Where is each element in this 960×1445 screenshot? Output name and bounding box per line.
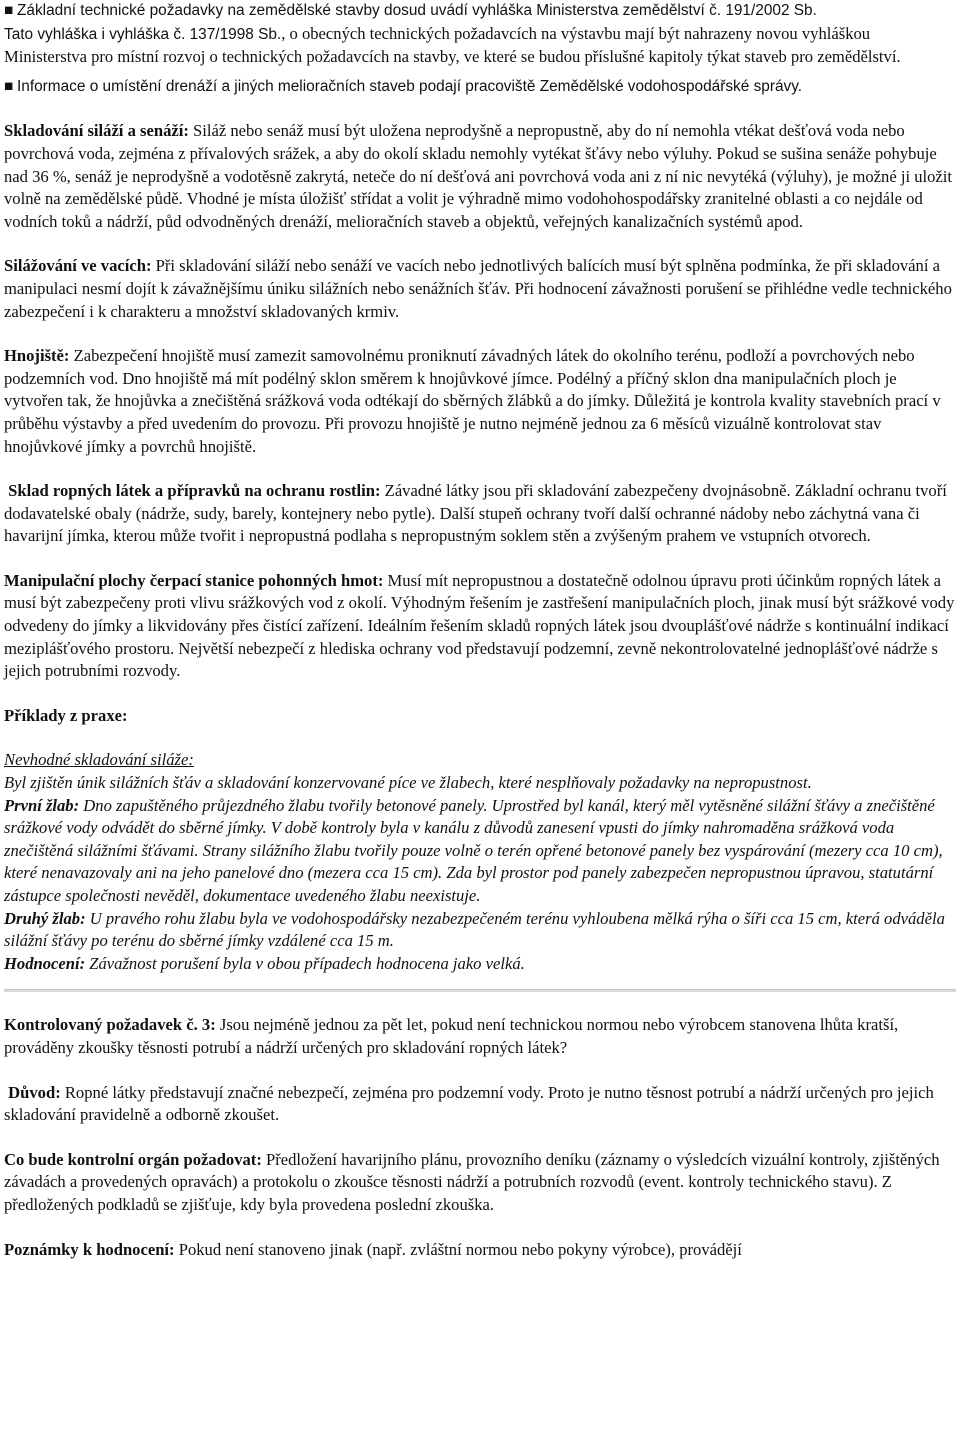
examples-heading: Příklady z praxe: — [4, 705, 128, 725]
paragraph-vaky — [4, 255, 956, 323]
examples-subheading: Nevhodné skladování siláže: — [4, 750, 194, 770]
paragraph-silaz — [4, 120, 956, 233]
laws-line-1: Základní technické požadavky na zemědělské stavby dosud uvádí vyhláška Ministerstva zemědělství č. 191/2002 Sb. — [17, 2, 817, 19]
first-trough-text: Dno zapuštěného průjezdného žlabu tvořily betonové panely. Uprostřed byl kanál, který měl vytěsněné silážní šťávy a znečištěné srážkové vody odvádět do sběrné jímky. V době kontroly byla v kanálu z důvodů zanesení vpusti do jímky nahromaděna srážková voda znečištěná silážními šťávami. Strany silážního žlabu tvořily pouze volně o terén opřené betonové panely bez vyspárování (mezery cca 10 cm), které nenavazovaly ani na jeho panelové dno (mezera cca 15 cm). Zda byl prostor pod panely zabezpečen nepropustnou úpravou, statutární zástupce společnosti nevěděl, dokumentace uvedeného žlabu neexistuje. — [4, 795, 943, 905]
paragraph-cerpaci — [4, 570, 956, 683]
paragraph-reason — [4, 1082, 956, 1127]
horizontal-divider — [4, 989, 956, 992]
evaluation-lead: Hodnocení: — [4, 953, 86, 973]
vaky-text: Při skladování siláží nebo senáží ve vacích nebo jednotlivých balících musí být splněna podmínka, že při skladování a manipulaci nesmí dojít k závažnějšímu úniku silážních nebo senážních šťáv. Při hodnocení závažnosti porušení se přihlédne vedle technického zabezpečení i k charakteru a množství skladovaných krmiv. — [4, 256, 952, 321]
example-evaluation — [4, 953, 956, 976]
authority-lead: Co bude kontrolní orgán požadovat: — [4, 1149, 262, 1169]
notes-lead: Poznámky k hodnocení: — [4, 1239, 175, 1259]
bullet-icon: ■ — [4, 77, 14, 95]
paragraph-requirement — [4, 1014, 956, 1059]
vaky-lead: Silážování ve vacích: — [4, 256, 152, 276]
paragraph-ropne — [4, 480, 956, 548]
paragraph-notes — [4, 1239, 956, 1262]
first-trough-lead: První žlab: — [4, 795, 80, 815]
requirement-text: Jsou nejméně jednou za pět let, pokud není technickou normou nebo výrobcem stanovena lhůta kratší, prováděny zkoušky těsnosti potrubí a nádrží určených pro skladování ropných látek? — [4, 1015, 899, 1057]
bullet-icon: ■ — [4, 2, 14, 19]
bullet-paragraph-laws — [4, 0, 956, 70]
ropne-text: Závadné látky jsou při skladování zabezpečeny dvojnásobně. Základní ochranu tvoří dodavatelské obaly (nádrže, sudy, barely, kontejnery nebo pytle). Další stupeň ochrany tvoří další ochranné nádoby nebo záchytná vana či havarijní jímka, kterou může tvořit i nepropustná podlaha s nepropustným soklem stěn a zvýšeným prahem ve vstupních otvorech. — [4, 481, 947, 546]
hnojiste-lead: Hnojiště: — [4, 346, 70, 366]
reason-text: Ropné látky představují značné nebezpečí, zejména pro podzemní vody. Proto je nutno těsnost potrubí a nádrží určených pro jejich skladování pravidelně a odborně zkoušet. — [4, 1082, 934, 1125]
requirement-lead: Kontrolovaný požadavek č. 3: — [4, 1015, 216, 1035]
evaluation-text: Závažnost porušení byla v obou případech hodnocena jako velká. — [85, 953, 525, 973]
example-first-trough — [4, 795, 956, 908]
examples-intro: Byl zjištěn únik silážních šťáv a skladování konzervované píce ve žlabech, které nesplňovaly požadavky na nepropustnost. — [4, 773, 812, 793]
paragraph-authority — [4, 1149, 956, 1217]
bullet-paragraph-info — [4, 76, 956, 99]
laws-line-2b: , o obecných technických požadavcích na výstavbu mají být nahrazeny novou vyhláškou Ministerstva pro místní rozvoj o technických požadavcích na stavby, ve které se budou příslušné kapitoly týkat staveb pro zemědělství. — [4, 23, 901, 67]
example-second-trough — [4, 908, 956, 953]
second-trough-lead: Druhý žlab: — [4, 908, 86, 928]
cerpaci-lead: Manipulační plochy čerpací stanice pohonných hmot: — [4, 570, 384, 590]
second-trough-text: U pravého rohu žlabu byla ve vodohospodářsky nezabezpečeném terénu vyhloubena mělká rýha o šíři cca 15 cm, která odváděla silážní šťávy po terénu do sběrné jímky vzdálené cca 15 m. — [4, 908, 945, 951]
hnojiste-text: Zabezpečení hnojiště musí zamezit samovolnému proniknutí závadných látek do okolního terénu, podloží a povrchových nebo podzemních vod. Dno hnojiště má mít podélný sklon směrem k hnojůvkové jímce. Podélný a příčný sklon dna manipulačních ploch je vytvořen tak, že hnojůvka a znečištěná srážková voda odtékají do sběrných žlábků a do jímky. Důležitá je kontrola kvality stavebních prací v průběhu výstavby a před uvedením do provozu. Při provozu hnojiště je nutno nejméně jednou za 6 měsíců vizuálně kontrolovat stav hnojůvkové jímky a povrchů hnojiště. — [4, 346, 941, 456]
cerpaci-text: Musí mít nepropustnou a dostatečně odolnou úpravu proti účinkům ropných látek a musí být zabezpečeny proti vlivu srážkových vod z okolí. Výhodným řešením je zastřešení manipulačních ploch, jinak musí být srážkové vody odvedeny do jímky a likvidovány přes čistící zařízení. Ideálním řešením skladů ropných látek jsou dvouplášťové nádrže s kontinuální indikací meziplášťového prostoru. Největší nebezpečí z hlediska ochrany vod představují podzemní, zevně nekontrolovatelné jednoplášťové nádrže s jejich potrubními rozvody. — [4, 570, 955, 681]
ropne-lead: Sklad ropných látek a přípravků na ochranu rostlin: — [8, 481, 381, 501]
notes-text: Pokud není stanoveno jinak (např. zvláštní normou nebo pokyny výrobce), provádějí — [174, 1239, 742, 1259]
laws-line-2a: Tato vyhláška i vyhláška č. 137/1998 Sb. — [4, 25, 282, 43]
authority-text: Předložení havarijního plánu, provozního deníku (záznamy o výsledcích vizuální kontroly, zjištěných závadách a provedených opravách) a protokolu o zkoušce těsnosti nádrží a potrubních rozvodů (event. kontroly technického stavu). Z předložených podkladů se zjišťuje, kdy byla provedena poslední zkouška. — [4, 1149, 940, 1214]
paragraph-hnojiste — [4, 345, 956, 458]
info-text: Informace o umístění drenáží a jiných melioračních staveb podají pracoviště Zemědělské vodohospodářské správy. — [17, 77, 803, 95]
silaz-text: Siláž nebo senáž musí být uložena neprodyšně a nepropustně, aby do ní nemohla vtékat dešťová voda nebo povrchová voda, zejména z přívalových srážek, a aby do okolí skladu nemohly vytékat šťávy nebo výluhy. Pokud se sušina senáže pohybuje nad 36 %, senáž je neprodyšně a vodotěsně zakrytá, neteče do ní dešťová ani povrchová voda ani z ní nic nevytéká (výluhy), je možné ji uložit volně na zemědělské půdě. Vhodné je místa úložišť střídat a volit je výhradně mimo vodohohospodářsky zranitelné oblasti a co nejdále od vodních toků a nádrží, půd odvodněných drenáží, melioračních staveb a objektů, veřejných kanalizačních systémů apod. — [4, 121, 952, 231]
silaz-lead: Skladování siláží a senáží: — [4, 121, 189, 141]
reason-lead: Důvod: — [8, 1082, 61, 1102]
